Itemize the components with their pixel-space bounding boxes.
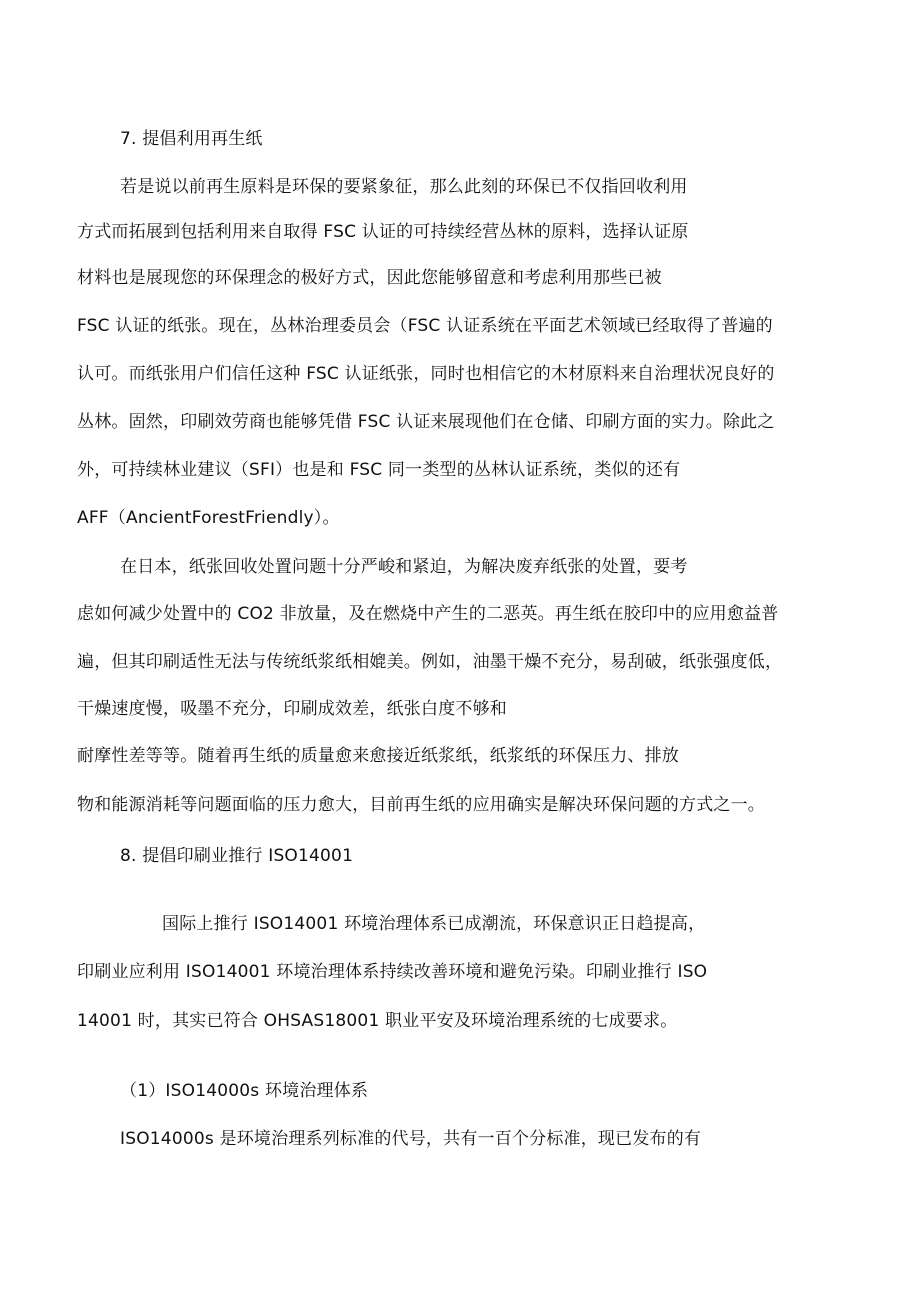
paragraph-line: 物和能源消耗等问题面临的压力愈大，目前再生纸的应用确实是解决环保问题的方式之一。 <box>77 795 765 815</box>
paragraph-line: 虑如何减少处置中的 CO2 非放量，及在燃烧中产生的二恶英。再生纸在胶印中的应用愈益普 <box>77 604 779 624</box>
paragraph-line: 在日本，纸张回收处置问题十分严峻和紧迫，为解决废弃纸张的处置，要考 <box>120 557 688 577</box>
paragraph-line: FSC 认证的纸张。现在，丛林治理委员会（FSC 认证系统在平面艺术领域已经取得了普遍的 <box>77 316 773 336</box>
subsection-1-heading: （1）ISO14000s 环境治理体系 <box>120 1081 369 1101</box>
paragraph-line: 14001 时，其实已符合 OHSAS18001 职业平安及环境治理系统的七成要求。 <box>77 1011 678 1031</box>
paragraph-line: 若是说以前再生原料是环保的要紧象征，那么此刻的环保已不仅指回收利用 <box>120 177 688 197</box>
paragraph-line: 耐摩性差等等。随着再生纸的质量愈来愈接近纸浆纸，纸浆纸的环保压力、排放 <box>77 746 679 766</box>
paragraph-line: 方式而拓展到包括利用来自取得 FSC 认证的可持续经营丛林的原料，选择认证原 <box>77 222 689 242</box>
section-8-heading: 8. 提倡印刷业推行 ISO14001 <box>120 846 354 866</box>
paragraph-line: 干燥速度慢，吸墨不充分，印刷成效差，纸张白度不够和 <box>77 699 507 719</box>
section-7-heading: 7. 提倡利用再生纸 <box>120 129 263 149</box>
paragraph-line: 印刷业应利用 ISO14001 环境治理体系持续改善环境和避免污染。印刷业推行 ISO <box>77 962 708 982</box>
paragraph-line: 遍，但其印刷适性无法与传统纸浆纸相媲美。例如，油墨干燥不充分，易刮破，纸张强度低， <box>77 652 783 672</box>
paragraph-line: 认可。而纸张用户们信任这种 FSC 认证纸张，同时也相信它的木材原料来自治理状况良好的 <box>77 364 775 384</box>
paragraph-line: 材料也是展现您的环保理念的极好方式，因此您能够留意和考虑利用那些已被 <box>77 268 662 288</box>
paragraph-line: AFF（AncientForestFriendly）。 <box>77 508 340 528</box>
paragraph-line: 外，可持续林业建议（SFI）也是和 FSC 同一类型的丛林认证系统，类似的还有 <box>77 460 681 480</box>
paragraph-line: 丛林。固然，印刷效劳商也能够凭借 FSC 认证来展现他们在仓储、印刷方面的实力。除此之 <box>77 412 775 432</box>
paragraph-line: ISO14000s 是环境治理系列标准的代号，共有一百个分标准，现已发布的有 <box>120 1129 702 1149</box>
paragraph-line: 国际上推行 ISO14001 环境治理体系已成潮流，环保意识正日趋提高， <box>162 914 706 934</box>
